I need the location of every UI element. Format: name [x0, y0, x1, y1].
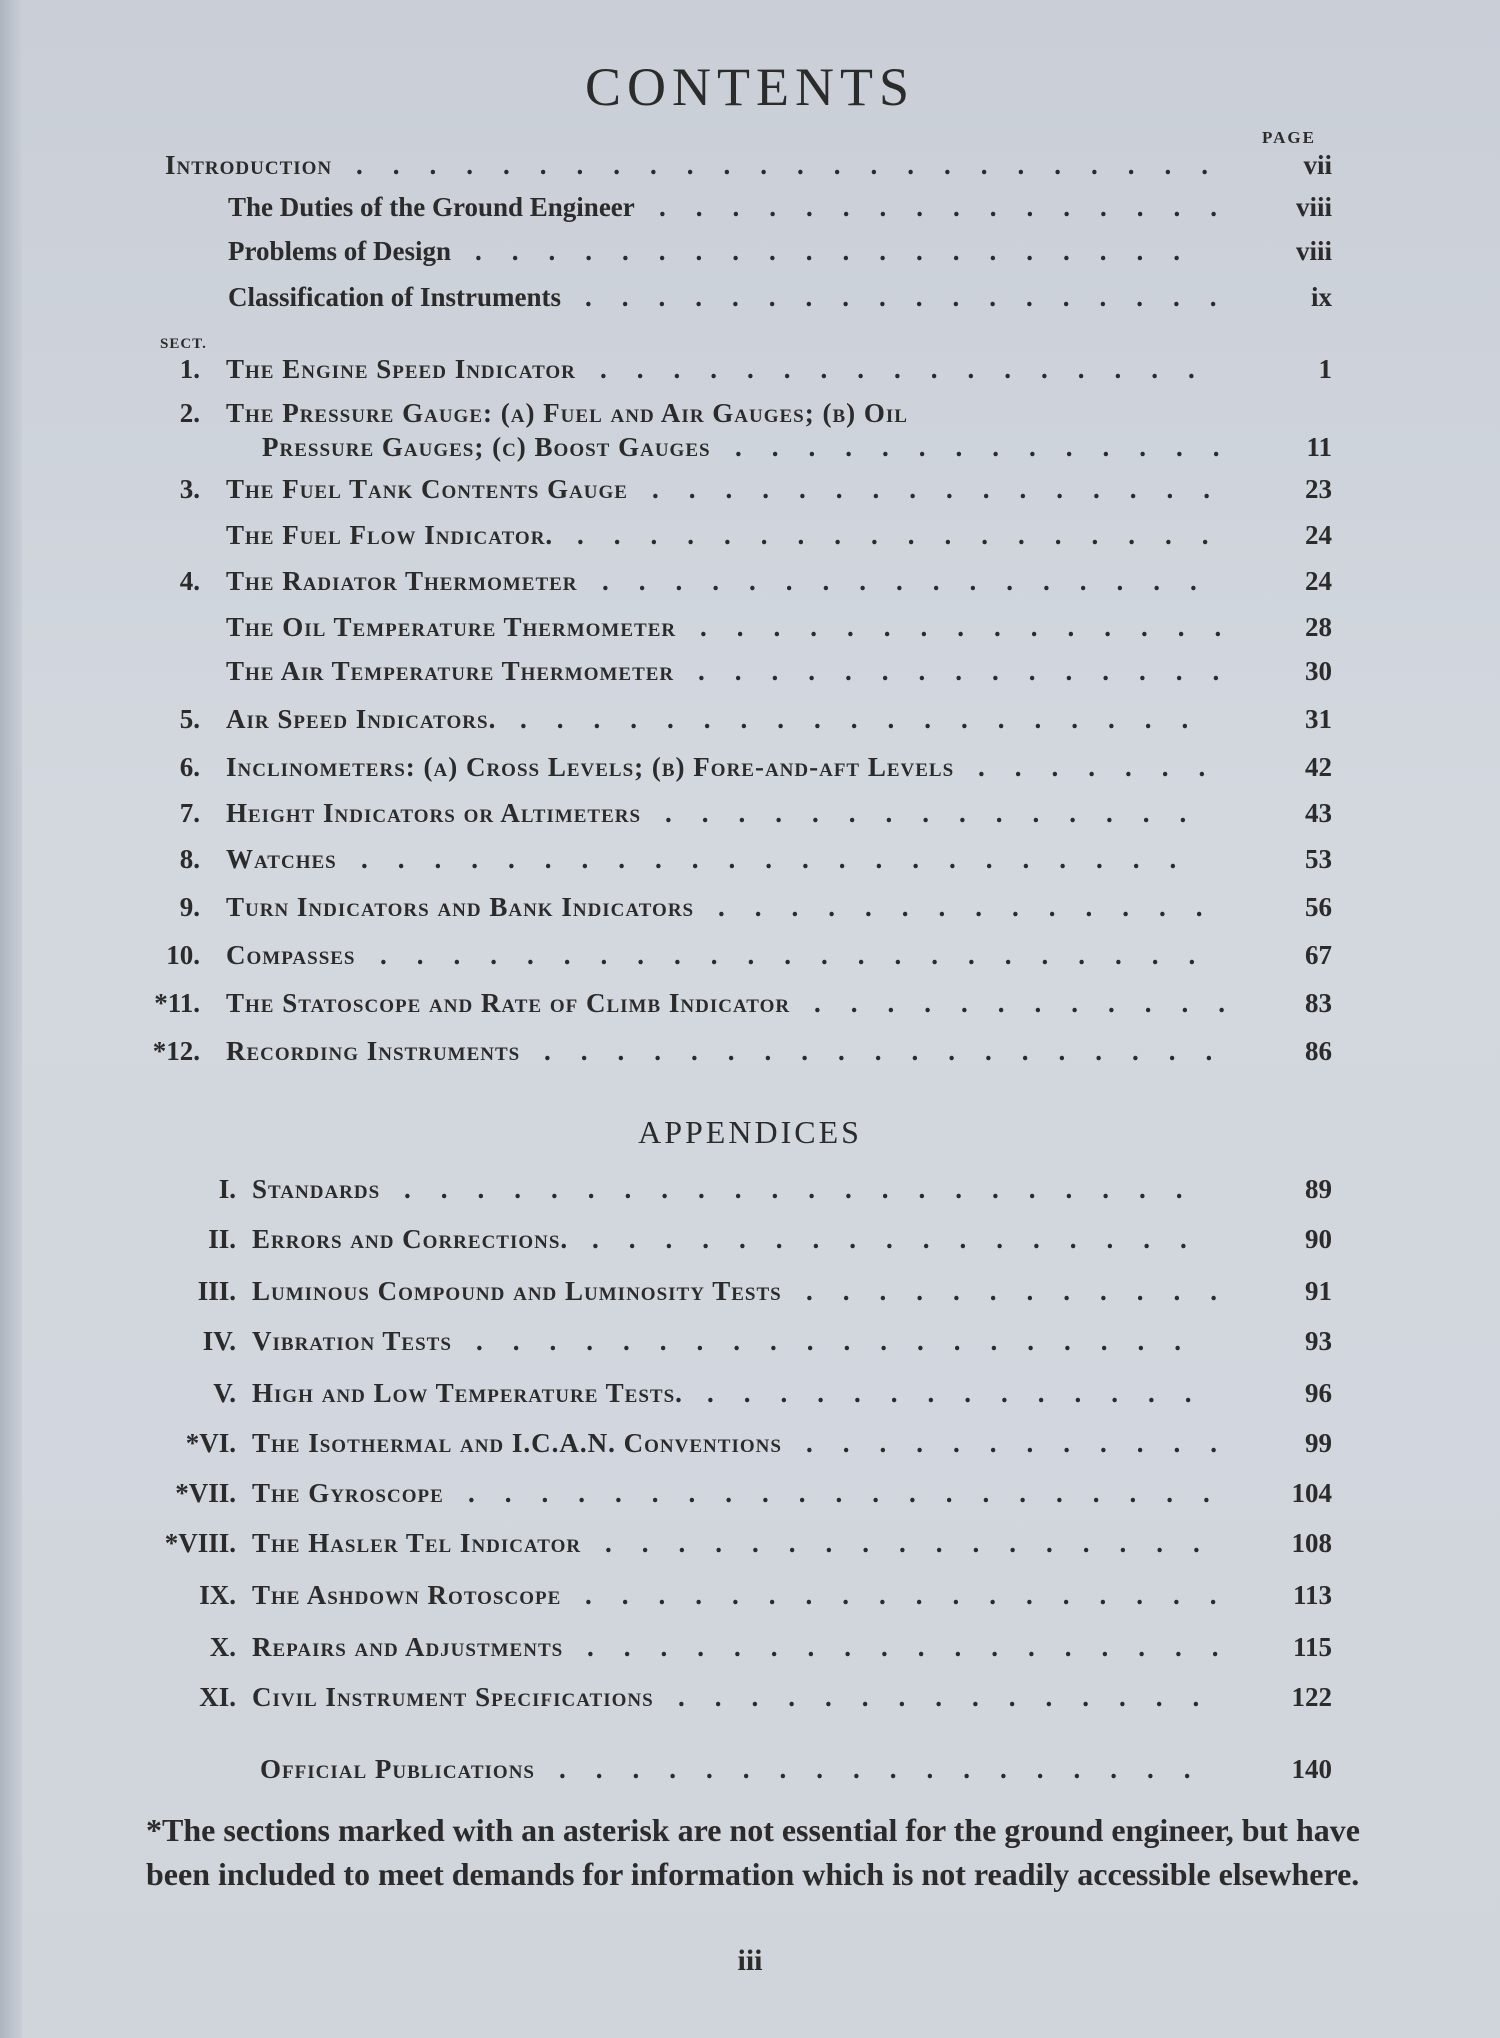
entry-title: The Fuel Tank Contents Gauge	[226, 474, 628, 504]
dot-leader: ..................	[585, 1580, 1247, 1610]
toc-entry	[0, 844, 1500, 890]
entry-number: 7.	[179, 798, 200, 828]
appendices-title: APPENDICES	[638, 1114, 862, 1150]
toc-entry	[0, 988, 1500, 1034]
entry-number: IX.	[199, 1580, 236, 1610]
entry-number: 2.	[179, 398, 200, 428]
toc-entry	[0, 940, 1500, 986]
entry-page: viii	[1295, 236, 1332, 266]
entry-page: 86	[1305, 1036, 1332, 1066]
entry-title: The Oil Temperature Thermometer	[226, 612, 677, 642]
toc-entry	[0, 1036, 1500, 1082]
entry-title: Compasses	[226, 940, 356, 970]
dot-leader: ..................	[559, 1754, 1221, 1784]
entry-page: 43	[1305, 798, 1332, 828]
dot-leader: ....................	[476, 1326, 1211, 1356]
entry-page: 115	[1292, 1632, 1332, 1662]
toc-entry	[0, 798, 1500, 844]
toc-entry	[0, 1528, 1500, 1574]
entry-title: Luminous Compound and Luminosity Tests	[252, 1276, 782, 1306]
entry-title: Introduction	[165, 150, 333, 180]
entry-title: Air Speed Indicators.	[226, 704, 497, 734]
entry-number: X.	[209, 1632, 236, 1662]
dot-leader: ................	[659, 192, 1247, 222]
entry-title: The Isothermal and I.C.A.N. Conventions	[252, 1428, 782, 1458]
entry-page: 31	[1305, 704, 1332, 734]
entry-page: 83	[1305, 988, 1332, 1018]
entry-number: XI.	[199, 1682, 236, 1712]
entry-title: Inclinometers: (a) Cross Levels; (b) Fore-and-aft Levels	[226, 752, 955, 782]
entry-page: 67	[1305, 940, 1332, 970]
toc-entry	[0, 1754, 1500, 1800]
entry-page: 140	[1291, 1754, 1332, 1784]
dot-leader: ...............	[665, 798, 1217, 828]
entry-title: Civil Instrument Specifications	[252, 1682, 654, 1712]
toc-entry	[0, 354, 1500, 400]
entry-page: 23	[1305, 474, 1332, 504]
toc-entry	[0, 432, 1500, 478]
dot-leader: ...............	[700, 612, 1252, 642]
entry-page: 104	[1291, 1478, 1332, 1508]
dot-leader: ........................	[356, 150, 1238, 180]
dot-leader: ..............	[735, 432, 1250, 462]
toc-entry	[0, 566, 1500, 612]
entry-page: 89	[1305, 1174, 1332, 1204]
entry-title: The Air Temperature Thermometer	[226, 656, 675, 686]
dot-leader: .......................	[361, 844, 1207, 874]
entry-title: High and Low Temperature Tests.	[252, 1378, 683, 1408]
entry-page: 1	[1318, 354, 1332, 384]
entry-number: 9.	[179, 892, 200, 922]
dot-leader: .......................	[380, 940, 1226, 970]
entry-page: 24	[1305, 566, 1332, 596]
toc-entry	[0, 1580, 1500, 1626]
dot-leader: ............	[814, 988, 1255, 1018]
entry-title: Vibration Tests	[252, 1326, 452, 1356]
entry-title: The Hasler Tel Indicator	[252, 1528, 582, 1558]
entry-title: Official Publications	[260, 1754, 535, 1784]
toc-entry	[0, 236, 1500, 282]
entry-title: The Duties of the Ground Engineer	[228, 192, 635, 222]
toc-entry	[0, 474, 1500, 520]
toc-entry	[0, 892, 1500, 938]
entry-page: 24	[1305, 520, 1332, 550]
dot-leader: .................	[592, 1224, 1217, 1254]
dot-leader: ..................	[587, 1632, 1249, 1662]
entry-page: 122	[1291, 1682, 1332, 1712]
entry-number: 1.	[179, 354, 200, 384]
asterisk-footnote: *The sections marked with an asterisk are not essential for the ground engineer, but have been included to meet demands for information which is not readily accessible elsewhere.	[146, 1812, 1360, 1892]
entry-number: 3.	[179, 474, 200, 504]
dot-leader: ...............	[678, 1682, 1230, 1712]
dot-leader: .................	[602, 566, 1227, 596]
dot-leader: ..................	[585, 282, 1247, 312]
entry-title: Recording Instruments	[226, 1036, 521, 1066]
toc-entry	[0, 1378, 1500, 1424]
entry-number: *12.	[152, 1036, 200, 1066]
dot-leader: ............	[806, 1276, 1247, 1306]
toc-entry	[0, 1276, 1500, 1322]
entry-title: The Gyroscope	[252, 1478, 444, 1508]
entry-page: 99	[1305, 1428, 1332, 1458]
entry-number: *VII.	[175, 1478, 236, 1508]
entry-title: The Radiator Thermometer	[226, 566, 578, 596]
dot-leader: ..............	[718, 892, 1233, 922]
entry-title: Pressure Gauges; (c) Boost Gauges	[262, 432, 711, 462]
entry-title: Standards	[252, 1174, 381, 1204]
entry-page: 53	[1305, 844, 1332, 874]
entry-page: 42	[1305, 752, 1332, 782]
entry-title: The Pressure Gauge: (a) Fuel and Air Gauges; (b) Oil	[226, 398, 908, 428]
toc-entry	[0, 1428, 1500, 1474]
entry-number: 10.	[166, 940, 200, 970]
toc-entry	[0, 1326, 1500, 1372]
entry-title: Repairs and Adjustments	[252, 1632, 564, 1662]
entry-number: 5.	[179, 704, 200, 734]
entry-page: vii	[1303, 150, 1332, 180]
dot-leader: ..................	[577, 520, 1239, 550]
toc-entry	[0, 1478, 1500, 1524]
entry-page: 11	[1306, 432, 1332, 462]
toc-entry	[0, 656, 1500, 702]
toc-entry	[0, 1632, 1500, 1678]
entry-page: 108	[1291, 1528, 1332, 1558]
entry-number: II.	[208, 1224, 236, 1254]
entry-number: IV.	[202, 1326, 236, 1356]
dot-leader: ..............	[707, 1378, 1222, 1408]
dot-leader: ...................	[544, 1036, 1243, 1066]
dot-leader: ...................	[520, 704, 1219, 734]
entry-page: ix	[1310, 282, 1332, 312]
entry-number: *11.	[154, 988, 200, 1018]
entry-page: 28	[1305, 612, 1332, 642]
entry-page: 56	[1305, 892, 1332, 922]
entry-title: Turn Indicators and Bank Indicators	[226, 892, 695, 922]
toc-entry	[0, 282, 1500, 328]
toc-entry	[0, 1224, 1500, 1270]
entry-page: viii	[1295, 192, 1332, 222]
entry-number: *VI.	[185, 1428, 236, 1458]
entry-number: III.	[197, 1276, 236, 1306]
toc-entry	[0, 150, 1500, 196]
toc-entry	[0, 1174, 1500, 1220]
page-number: iii	[737, 1944, 763, 1977]
entry-page: 91	[1305, 1276, 1332, 1306]
entry-number: 4.	[179, 566, 200, 596]
entry-page: 96	[1305, 1378, 1332, 1408]
entry-page: 90	[1305, 1224, 1332, 1254]
dot-leader: ................	[652, 474, 1240, 504]
entry-number: I.	[218, 1174, 236, 1204]
entry-page: 113	[1292, 1580, 1332, 1610]
entry-title: Watches	[226, 844, 337, 874]
dot-leader: ............	[806, 1428, 1247, 1458]
toc-entry	[0, 192, 1500, 238]
entry-number: *VIII.	[164, 1528, 236, 1558]
dot-leader: .................	[600, 354, 1225, 384]
dot-leader: .......	[978, 752, 1236, 782]
dot-leader: .....................	[468, 1478, 1240, 1508]
contents-title: CONTENTS	[585, 57, 915, 117]
entry-page: 30	[1305, 656, 1332, 686]
toc-entry	[0, 752, 1500, 798]
entry-title: The Ashdown Rotoscope	[252, 1580, 562, 1610]
entry-number: 6.	[179, 752, 200, 782]
entry-title: Height Indicators or Altimeters	[226, 798, 642, 828]
entry-number: V.	[213, 1378, 236, 1408]
entry-number: 8.	[179, 844, 200, 874]
toc-entry	[0, 612, 1500, 658]
dot-leader: ...............	[698, 656, 1250, 686]
sect-column-header: SECT.	[160, 336, 207, 352]
entry-title: The Fuel Flow Indicator.	[226, 520, 554, 550]
entry-title: The Statoscope and Rate of Climb Indicator	[226, 988, 791, 1018]
dot-leader: ......................	[404, 1174, 1213, 1204]
entry-page: 93	[1305, 1326, 1332, 1356]
entry-title: Errors and Corrections.	[252, 1224, 569, 1254]
entry-title: Classification of Instruments	[228, 282, 562, 312]
dot-leader: .................	[605, 1528, 1230, 1558]
entry-title: Problems of Design	[228, 236, 451, 266]
toc-entry	[0, 520, 1500, 566]
toc-entry	[0, 1682, 1500, 1728]
entry-title: The Engine Speed Indicator	[226, 354, 576, 384]
page-column-header: PAGE	[1262, 128, 1316, 147]
dot-leader: ....................	[475, 236, 1210, 266]
toc-entry	[0, 704, 1500, 750]
